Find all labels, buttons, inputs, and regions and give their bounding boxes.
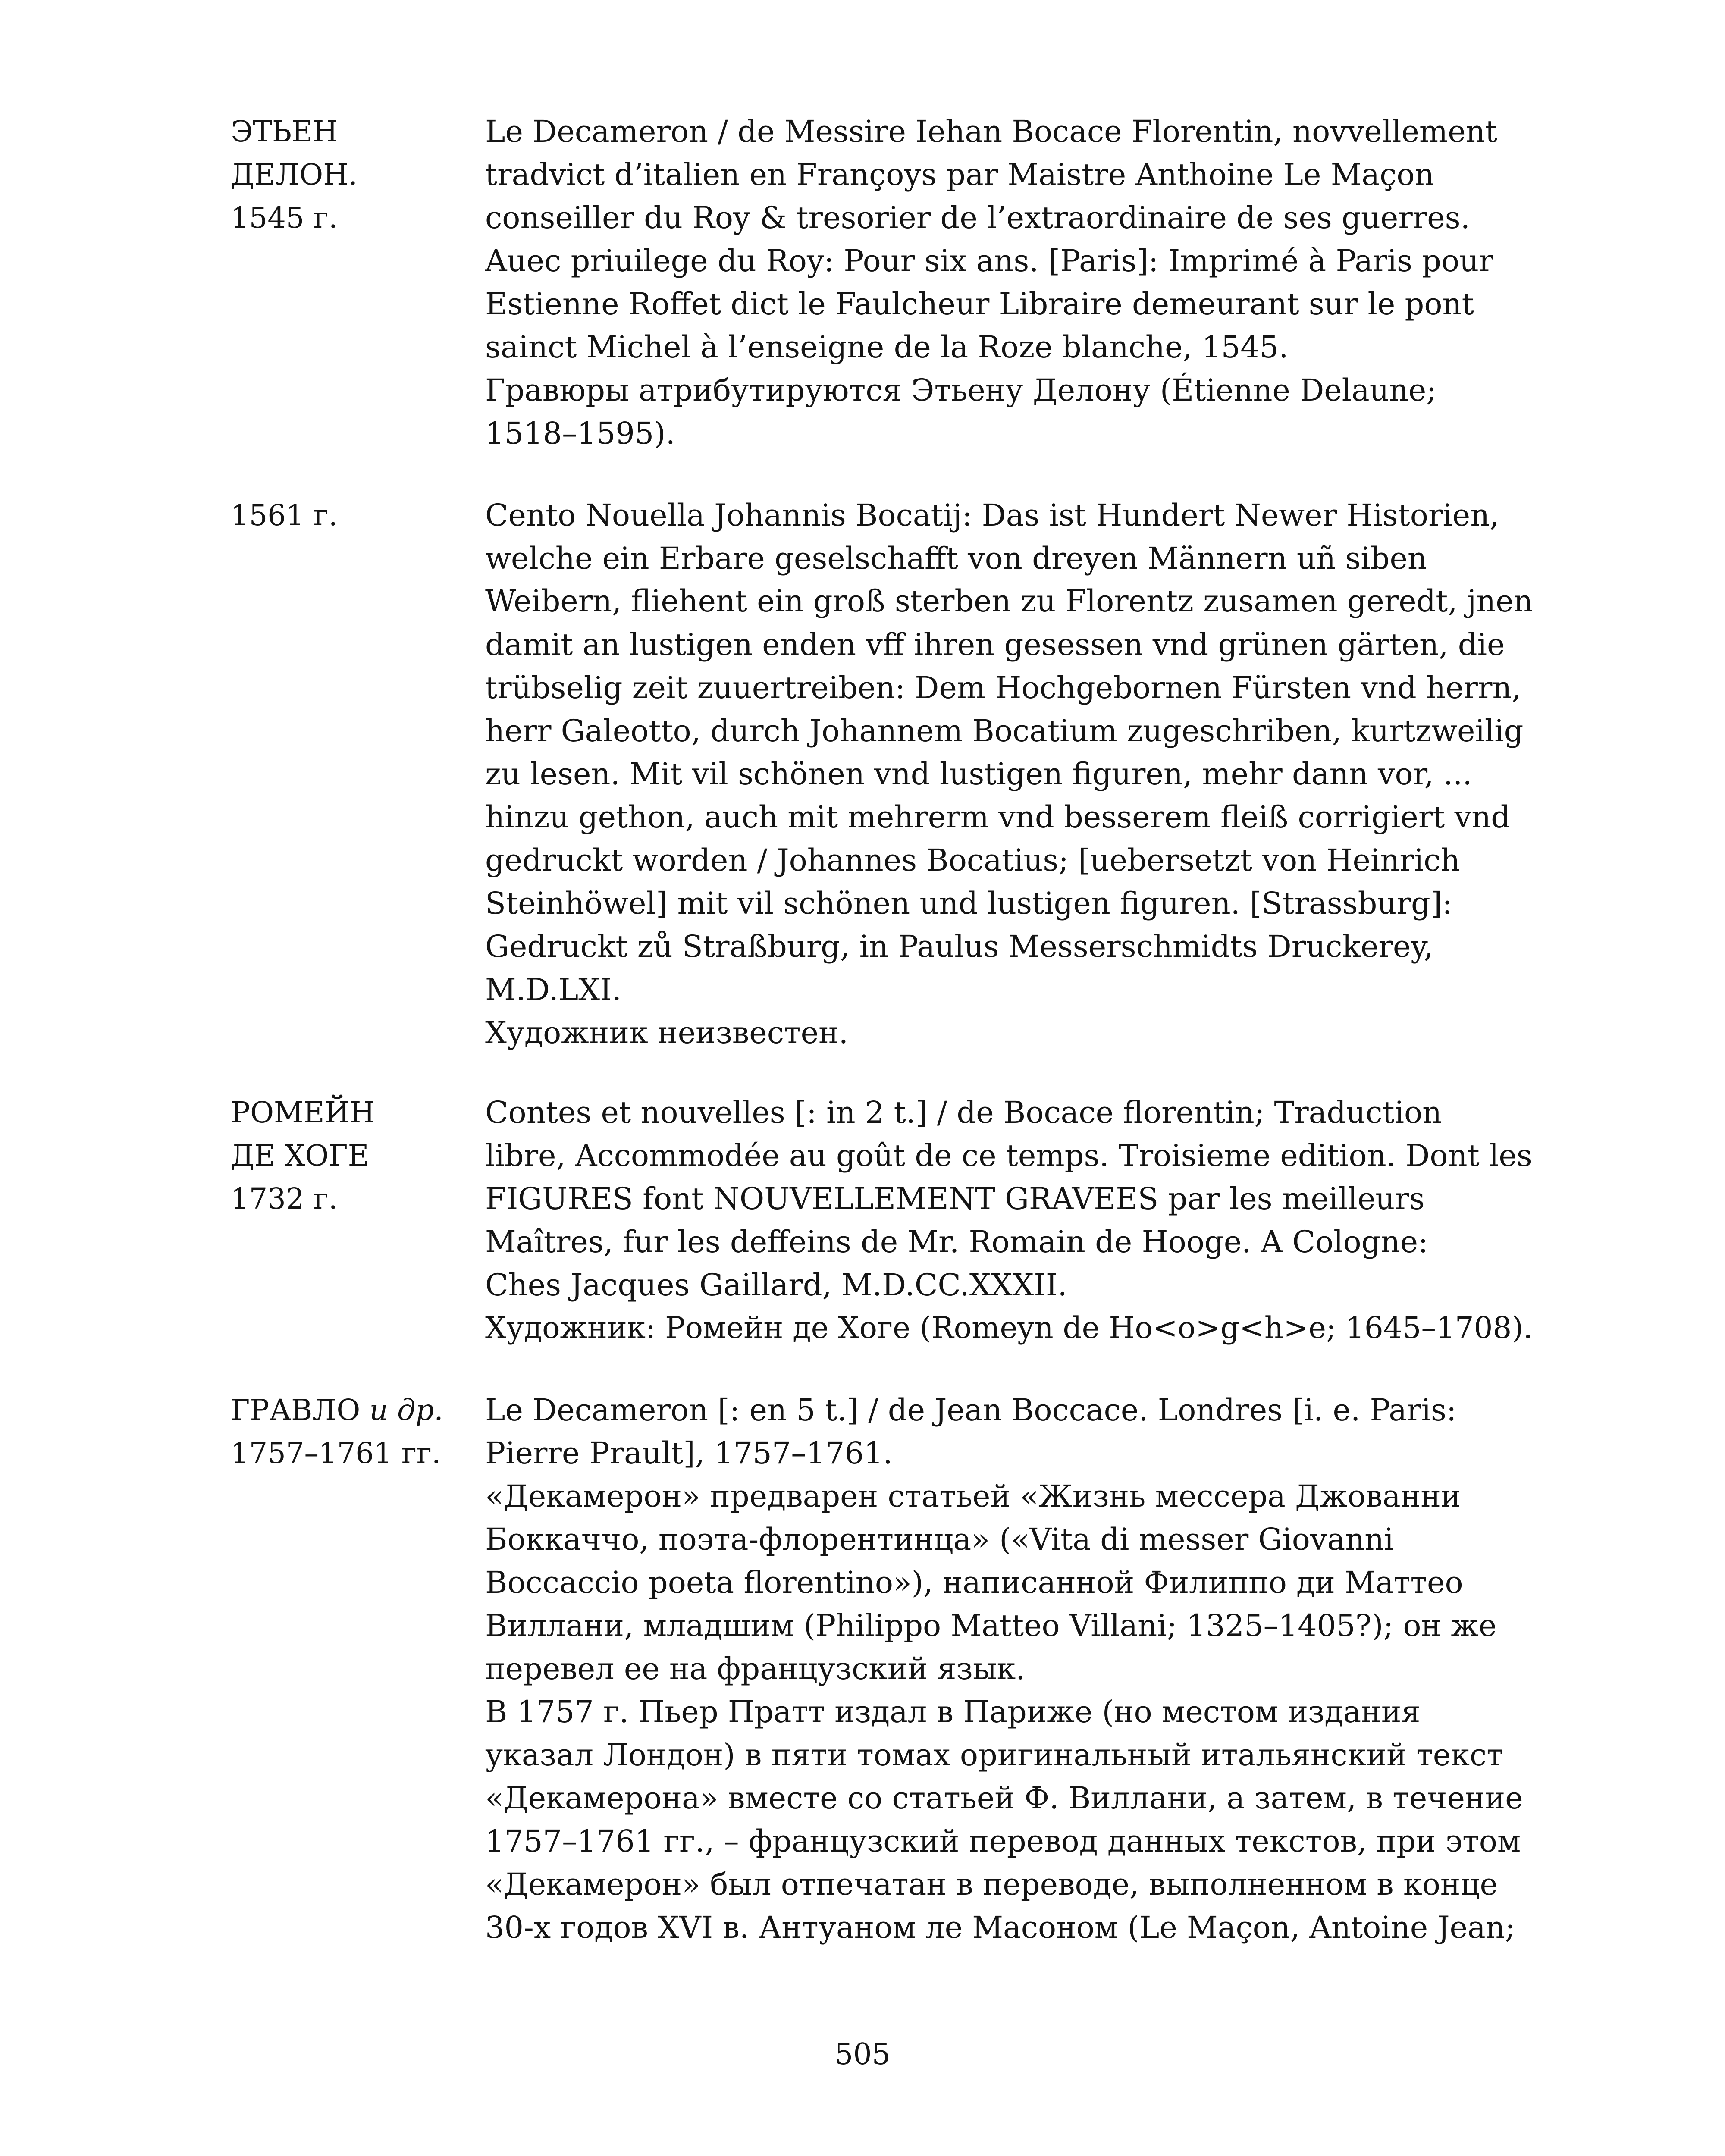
text-line: herr Galeotto, durch Johannem Bocatium zugeschriben, kurtzweilig [485,713,1524,749]
text-line: hinzu gethon, auch mit mehrerm vnd besserem fleiß corrigiert vnd [485,799,1511,835]
label-line [231,1388,472,1432]
text-line: tradvict d’italien en Françoys par Maistre Anthoine Le Maçon [485,157,1434,192]
label-line: 1561 г. [231,498,338,532]
label-artist: ГРАВЛО [231,1393,361,1427]
entry-text [485,1388,1533,1949]
text-line: перевел ее на французский язык. [485,1651,1026,1686]
text-line: gedruckt worden / Johannes Bocatius; [uebersetzt von Heinrich [485,843,1460,878]
entry-label [231,110,472,239]
text-line: Weibern, fliehent ein groß sterben zu Florentz zusamen geredt, jnen [485,584,1533,619]
text-line: sainct Michel à l’enseigne de la Roze blanche, 1545. [485,329,1289,365]
text-line: 1757–1761 гг., – французский перевод данных текстов, при этом [485,1824,1521,1859]
text-line: Виллани, младшим (Philippo Matteo Villani; 1325–1405?); он же [485,1608,1497,1643]
text-line: conseiller du Roy & tresorier de l’extraordinaire de ses guerres. [485,200,1470,235]
text-line: trübselig zeit zuuertreiben: Dem Hochgebornen Fürsten vnd herrn, [485,670,1521,705]
text-line: libre, Accommodée au goût de ce temps. Troisieme edition. Dont les [485,1138,1532,1173]
text-line: Художник: Ромейн де Хоге (Romeyn de Ho<o>g<h>e; 1645–1708). [485,1311,1533,1345]
text-line: damit an lustigen enden vff ihren gesessen vnd grünen gärten, die [485,627,1505,662]
label-line: 1732 г. [231,1182,338,1216]
entry-text [485,110,1533,455]
page-number: 505 [834,2037,891,2071]
text-line: Cento Nouella Johannis Bocatij: Das ist Hundert Newer Historien, [485,498,1499,533]
text-line: Боккаччо, поэта-флорентинца» («Vita di messer Giovanni [485,1522,1394,1557]
entry-label [231,494,472,537]
text-line: M.D.LXI. [485,972,622,1007]
text-line: «Декамерон» предварен статьей «Жизнь мессера Джованни [485,1479,1461,1514]
text-line: В 1757 г. Пьер Пратт издал в Париже (но местом издания [485,1694,1421,1730]
text-line: Maîtres, fur les deffeins de Mr. Romain de Hooge. A Cologne: [485,1224,1428,1260]
label-line: ЭТЬЕН [231,115,338,148]
text-line: FIGURES font NOUVELLEMENT GRAVEES par les meilleurs [485,1181,1425,1216]
text-line: «Декамерона» вместе со статьей Ф. Виллани, а затем, в течение [485,1780,1523,1816]
text-line: zu lesen. Mit vil schönen vnd lustigen figuren, mehr dann vor, ... [485,756,1472,792]
label-artist-suffix: и др. [360,1393,443,1427]
entry-text [485,494,1533,1054]
label-line: 1757–1761 гг. [231,1436,441,1470]
text-line: «Декамерон» был отпечатан в переводе, выполненном в конце [485,1867,1498,1902]
text-line: Auec priuilege du Roy: Pour six ans. [Paris]: Imprimé à Paris pour [485,243,1493,279]
entry-text [485,1091,1533,1350]
text-line: Pierre Prault], 1757–1761. [485,1435,893,1471]
text-line: указал Лондон) в пяти томах оригинальный итальянский текст [485,1737,1503,1773]
label-line: ДЕЛОН. [231,158,358,191]
text-line: Steinhöwel] mit vil schönen und lustigen figuren. [Strassburg]: [485,886,1452,921]
text-line: 1518–1595). [485,416,675,451]
text-line: Contes et nouvelles [: in 2 t.] / de Bocace florentin; Traduction [485,1095,1442,1130]
label-line: РОМЕЙН [231,1096,375,1129]
entry-label [231,1091,472,1220]
text-line: Гравюры атрибутируются Этьену Делону (Étienne Delaune; [485,373,1436,408]
text-line: Gedruckt zů Straßburg, in Paulus Messerschmidts Druckerey, [485,929,1433,964]
label-line: ДЕ ХОГЕ [231,1139,369,1172]
text-line: Ches Jacques Gaillard, M.D.CC.XXXII. [485,1267,1067,1303]
text-line: Художник неизвестен. [485,1015,848,1050]
entry-label [231,1388,472,1475]
text-line: Boccaccio poeta florentino»), написанной Филиппо ди Маттео [485,1565,1463,1600]
text-line: Estienne Roffet dict le Faulcheur Libraire demeurant sur le pont [485,286,1474,322]
text-line: Le Decameron / de Messire Iehan Bocace Florentin, novvellement [485,114,1497,149]
text-line: Le Decameron [: en 5 t.] / de Jean Boccace. Londres [i. e. Paris: [485,1392,1457,1428]
text-line: 30-х годов XVI в. Антуаном ле Масоном (Le Maçon, Antoine Jean; [485,1910,1515,1945]
label-line: 1545 г. [231,201,338,235]
text-line: welche ein Erbare geselschafft von dreyen Männern uñ siben [485,541,1427,576]
